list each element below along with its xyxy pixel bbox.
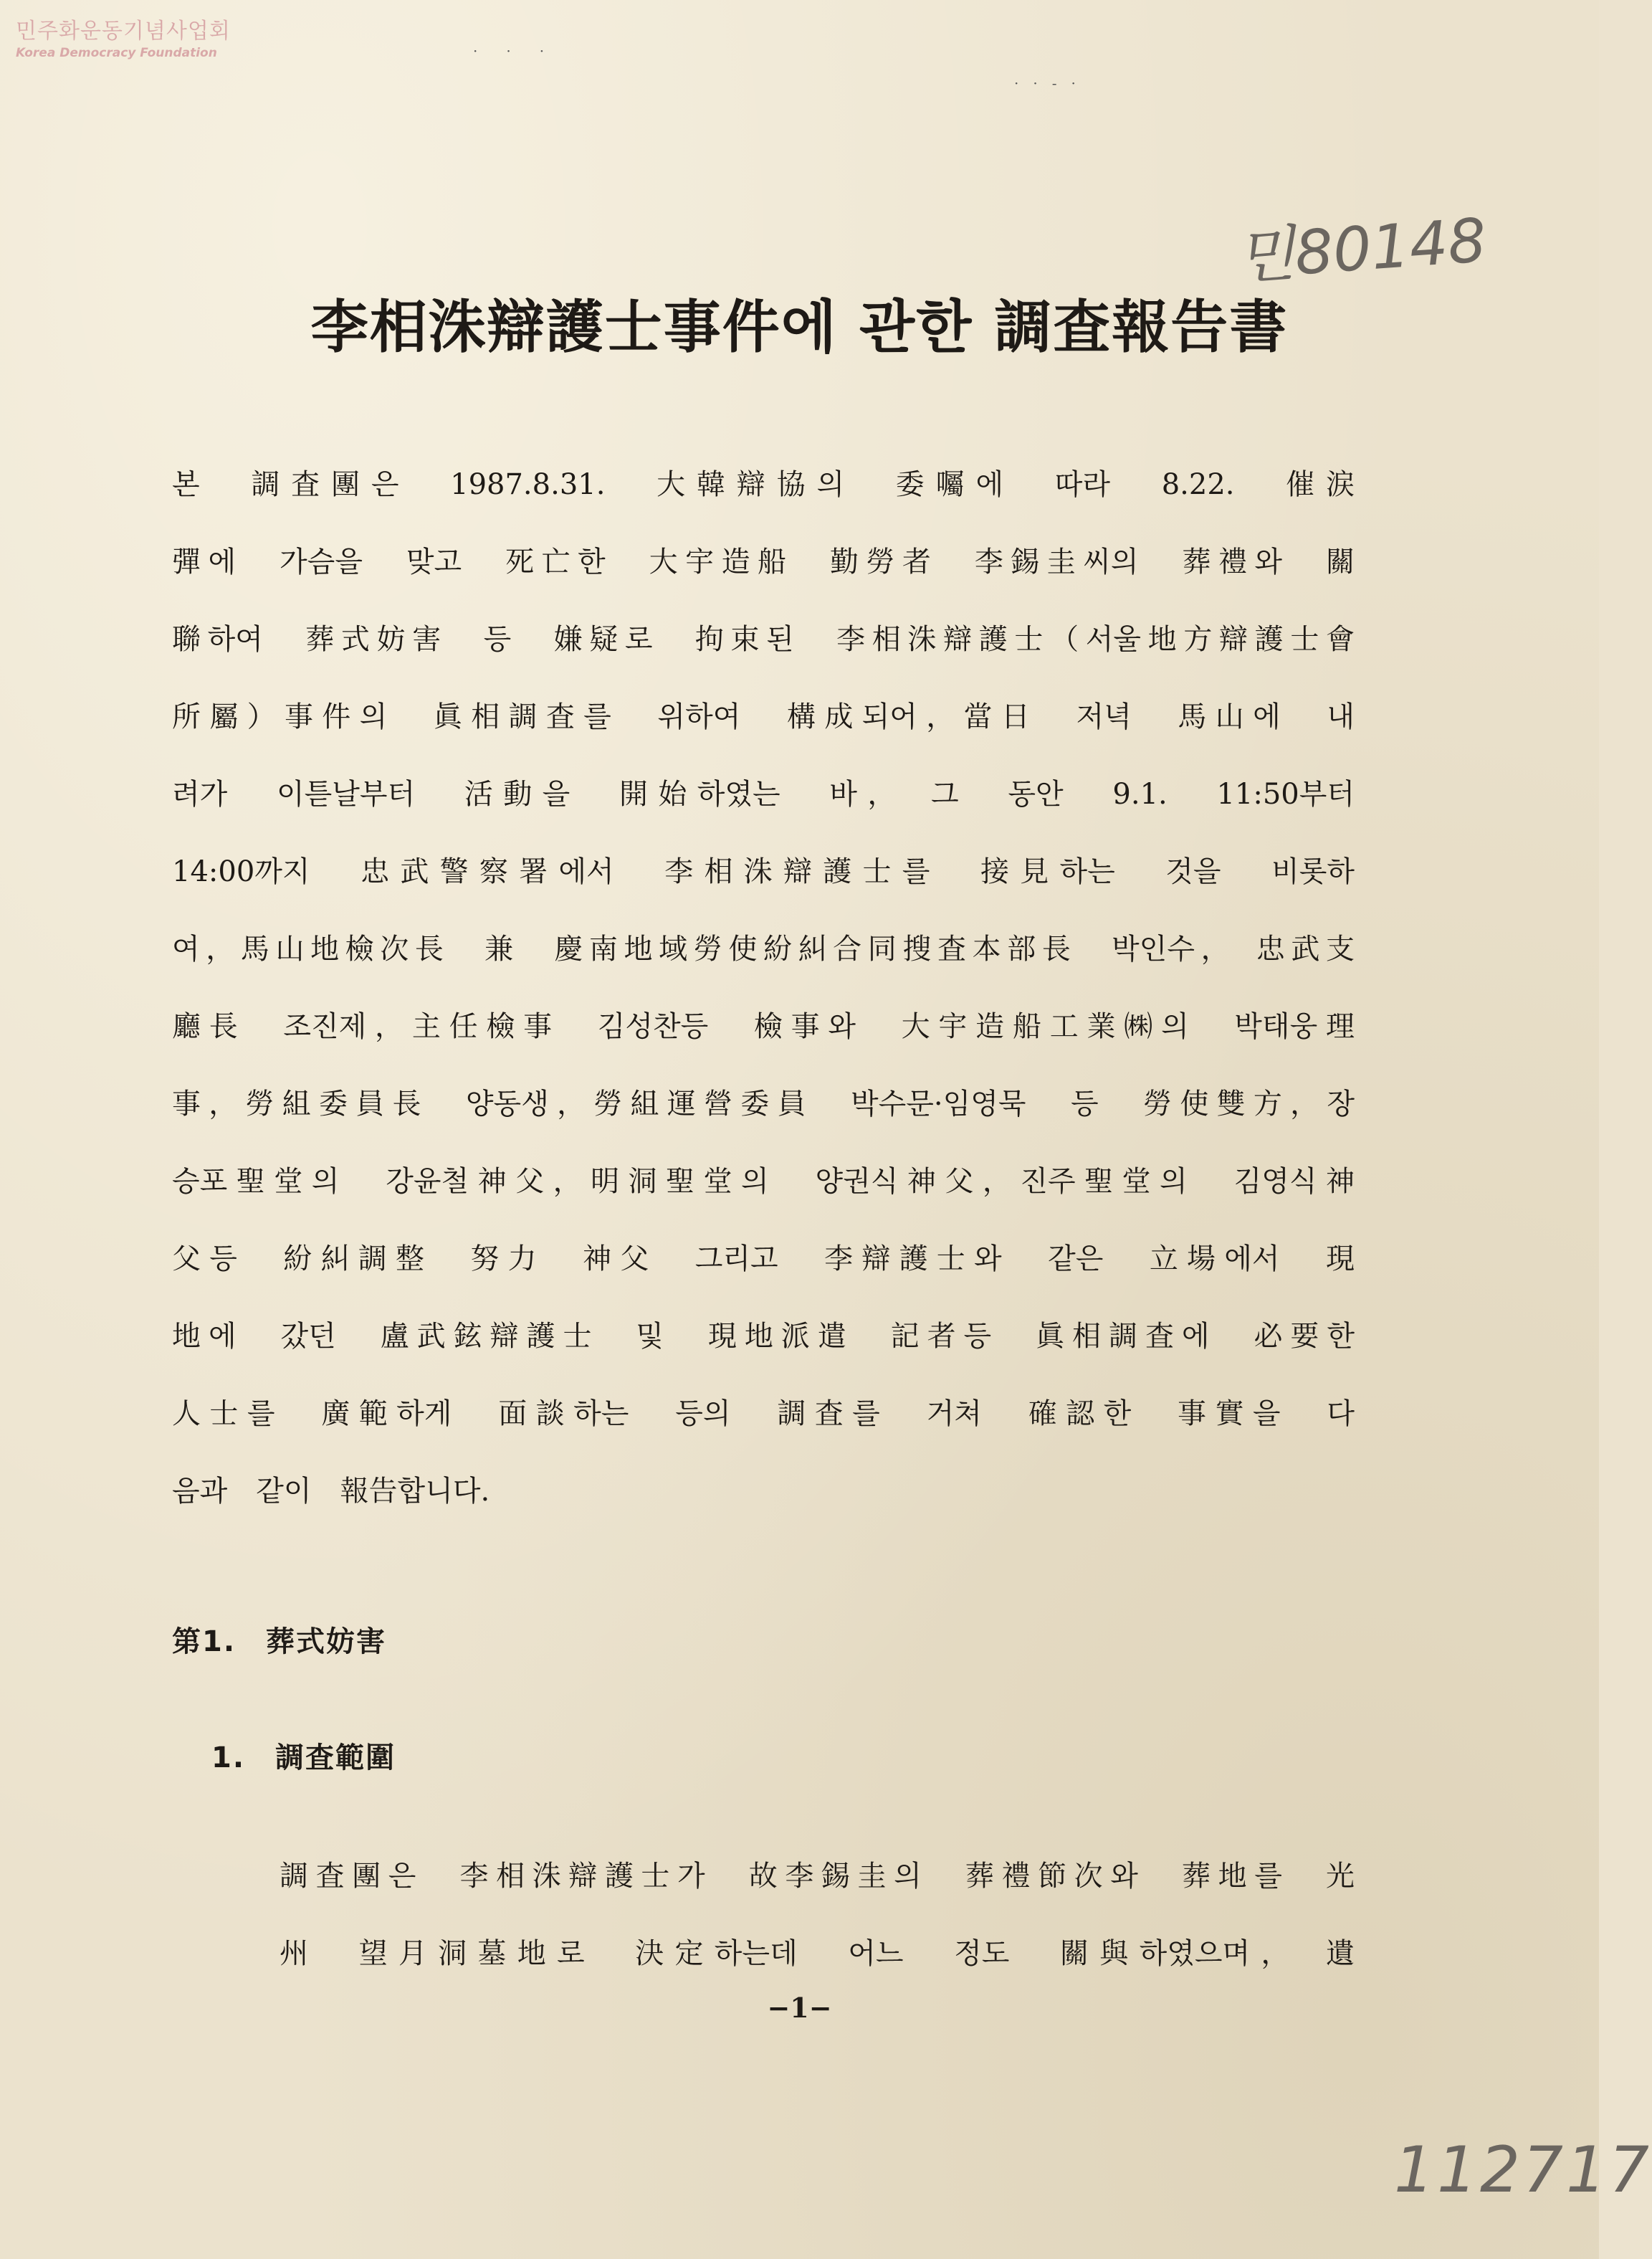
text-line: 여，馬山地檢次長 兼 慶南地域勞使紛糾合同搜査本部長 박인수， 忠武支: [172, 933, 1355, 966]
scan-specks: · · ·: [473, 42, 545, 60]
text-line: 彈에 가슴을 맞고 死亡한 大宇造船 勤勞者 李錫圭씨의 葬禮와 關: [172, 546, 1355, 579]
text-line: 음과 같이 報告합니다.: [172, 1475, 490, 1508]
text-line: 聯하여 葬式妨害 등 嫌疑로 拘束된 李相洙辯護士（서울地方辯護士會: [172, 623, 1355, 656]
text-line: 본 調査團은 1987.8.31. 大韓辯協의 委囑에 따라 8.22. 催涙: [172, 468, 1355, 501]
text-line: 려가 이튿날부터 活動을 開始하였는 바， 그 동안 9.1. 11:50부터: [172, 778, 1355, 811]
subsection-paragraph: [280, 1837, 1355, 1992]
text-line: 事，勞組委員長 양동생，勞組運營委員 박수문·임영묵 등 勞使雙方，장: [172, 1088, 1355, 1121]
watermark-korean: 민주화운동기념사업회: [16, 19, 231, 44]
subsection-heading: 1. 調査範圍: [211, 1741, 396, 1774]
text-line: 廳長 조진제，主任檢事 김성찬등 檢事와 大宇造船工業㈱의 박태웅理: [172, 1010, 1355, 1043]
text-line: 所屬）事件의 眞相調査를 위하여 構成되어，當日 저녁 馬山에 내: [172, 700, 1355, 733]
text-line: 14:00까지 忠武警察署에서 李相洙辯護士를 接見하는 것을 비롯하: [172, 855, 1355, 888]
archive-number-bottom: 112717: [1394, 2133, 1652, 2207]
watermark-english: Korea Democracy Foundation: [16, 46, 217, 60]
section-heading: 第1. 葬式妨害: [172, 1625, 387, 1658]
intro-paragraph: [172, 446, 1355, 1530]
scan-specks: · · - ·: [1014, 75, 1076, 92]
page-number: −1−: [767, 1992, 832, 2024]
text-line: 調査團은 李相洙辯護士가 故李錫圭의 葬禮節次와 葬地를 光: [280, 1860, 1355, 1893]
foundation-watermark: [16, 13, 231, 60]
archive-number-top: 민80148: [1234, 204, 1489, 293]
report-title: 李相洙辯護士事件에 관한 調査報告書: [310, 294, 1289, 361]
text-line: 승포聖堂의 강윤철神父，明洞聖堂의 양권식神父，진주聖堂의 김영식神: [172, 1165, 1355, 1198]
text-line: 父등 紛糾調整 努力 神父 그리고 李辯護士와 같은 立場에서 現: [172, 1242, 1355, 1275]
text-line: 地에 갔던 盧武鉉辯護士 및 現地派遣 記者등 眞相調査에 必要한: [172, 1320, 1355, 1353]
text-line: 人士를 廣範하게 面談하는 등의 調査를 거쳐 確認한 事實을 다: [172, 1397, 1355, 1430]
text-line: 州 望月洞墓地로 決定하는데 어느 정도 關與하였으며， 遺: [280, 1937, 1355, 1970]
